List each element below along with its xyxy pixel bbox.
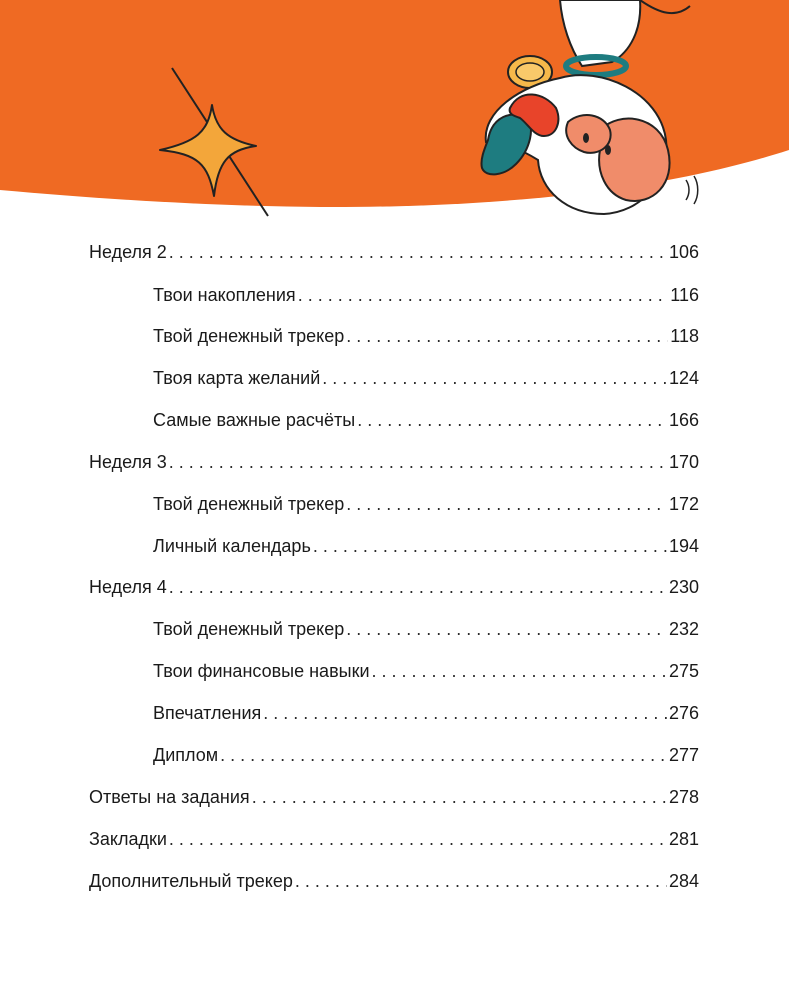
toc-leader-dots — [169, 575, 667, 599]
toc-page-number: 116 — [670, 285, 699, 305]
toc-leader-dots — [263, 701, 667, 725]
toc-entry-week-2[interactable] — [89, 236, 699, 264]
toc-leader-dots — [357, 408, 667, 432]
toc-entry-money-tracker[interactable] — [153, 488, 699, 516]
toc-entry-title: Диплом — [153, 745, 219, 765]
toc-page-number: 166 — [668, 410, 699, 430]
toc-entry-title: Неделя 2 — [89, 242, 167, 262]
toc-leader-dots — [346, 617, 667, 641]
toc-entry-wish-map[interactable] — [153, 362, 699, 390]
toc-entry-impressions[interactable] — [153, 697, 699, 725]
toc-leader-dots — [220, 743, 667, 767]
toc-entry-title: Закладки — [89, 829, 167, 849]
toc-entry-title: Впечатления — [153, 703, 262, 723]
toc-page-number: 275 — [668, 661, 699, 681]
toc-entry-calendar[interactable] — [153, 530, 699, 558]
toc-page-number: 278 — [668, 787, 699, 807]
toc-page-number: 277 — [668, 745, 699, 765]
toc-page-number: 281 — [668, 829, 699, 849]
toc-leader-dots — [346, 324, 668, 348]
toc-entry-answers[interactable] — [89, 781, 699, 809]
toc-page-number: 106 — [668, 242, 699, 262]
toc-entry-diploma[interactable] — [153, 739, 699, 767]
toc-entry-title: Твой денежный трекер — [153, 326, 345, 346]
toc-page-number: 232 — [668, 619, 699, 639]
toc-leader-dots — [252, 785, 667, 809]
toc-leader-dots — [346, 492, 667, 516]
toc-entry-title: Твои накопления — [153, 285, 296, 305]
toc-page-number: 194 — [668, 536, 699, 556]
toc-entry-title: Самые важные расчёты — [153, 410, 356, 430]
toc-page-number: 284 — [668, 871, 699, 891]
toc-leader-dots — [169, 827, 667, 851]
toc-leader-dots — [295, 869, 667, 893]
toc-entry-money-tracker[interactable] — [153, 320, 699, 348]
toc-entry-week-3[interactable] — [89, 446, 699, 474]
toc-entry-title: Неделя 3 — [89, 452, 167, 472]
toc-leader-dots — [372, 659, 667, 683]
toc-page-number: 172 — [668, 494, 699, 514]
toc-leader-dots — [298, 283, 669, 307]
toc-leader-dots — [169, 450, 667, 474]
toc-entry-title: Неделя 4 — [89, 577, 167, 597]
toc-entry-title: Ответы на задания — [89, 787, 250, 807]
toc-leader-dots — [169, 240, 667, 264]
toc-entry-week-4[interactable] — [89, 571, 699, 599]
toc-entry-savings[interactable] — [153, 279, 699, 307]
toc-leader-dots — [313, 534, 667, 558]
toc-entry-title: Дополнительный трекер — [89, 871, 293, 891]
toc-entry-bookmarks[interactable] — [89, 823, 699, 851]
toc-page-number: 124 — [668, 368, 699, 388]
toc-entry-title: Твой денежный трекер — [153, 494, 345, 514]
toc-entry-extra-tracker[interactable] — [89, 865, 699, 893]
toc-page-number: 118 — [670, 326, 699, 346]
toc-page-number: 276 — [668, 703, 699, 723]
toc-page-number: 170 — [668, 452, 699, 472]
toc-entry-title: Твоя карта желаний — [153, 368, 321, 388]
toc-entry-title: Твой денежный трекер — [153, 619, 345, 639]
toc-leader-dots — [322, 366, 667, 390]
toc-entry-financial-skills[interactable] — [153, 655, 699, 683]
toc-entry-title: Личный календарь — [153, 536, 311, 556]
toc-entry-money-tracker[interactable] — [153, 613, 699, 641]
toc-page-number: 230 — [668, 577, 699, 597]
toc-entry-title: Твои финансовые навыки — [153, 661, 370, 681]
toc-entry-calculations[interactable] — [153, 404, 699, 432]
